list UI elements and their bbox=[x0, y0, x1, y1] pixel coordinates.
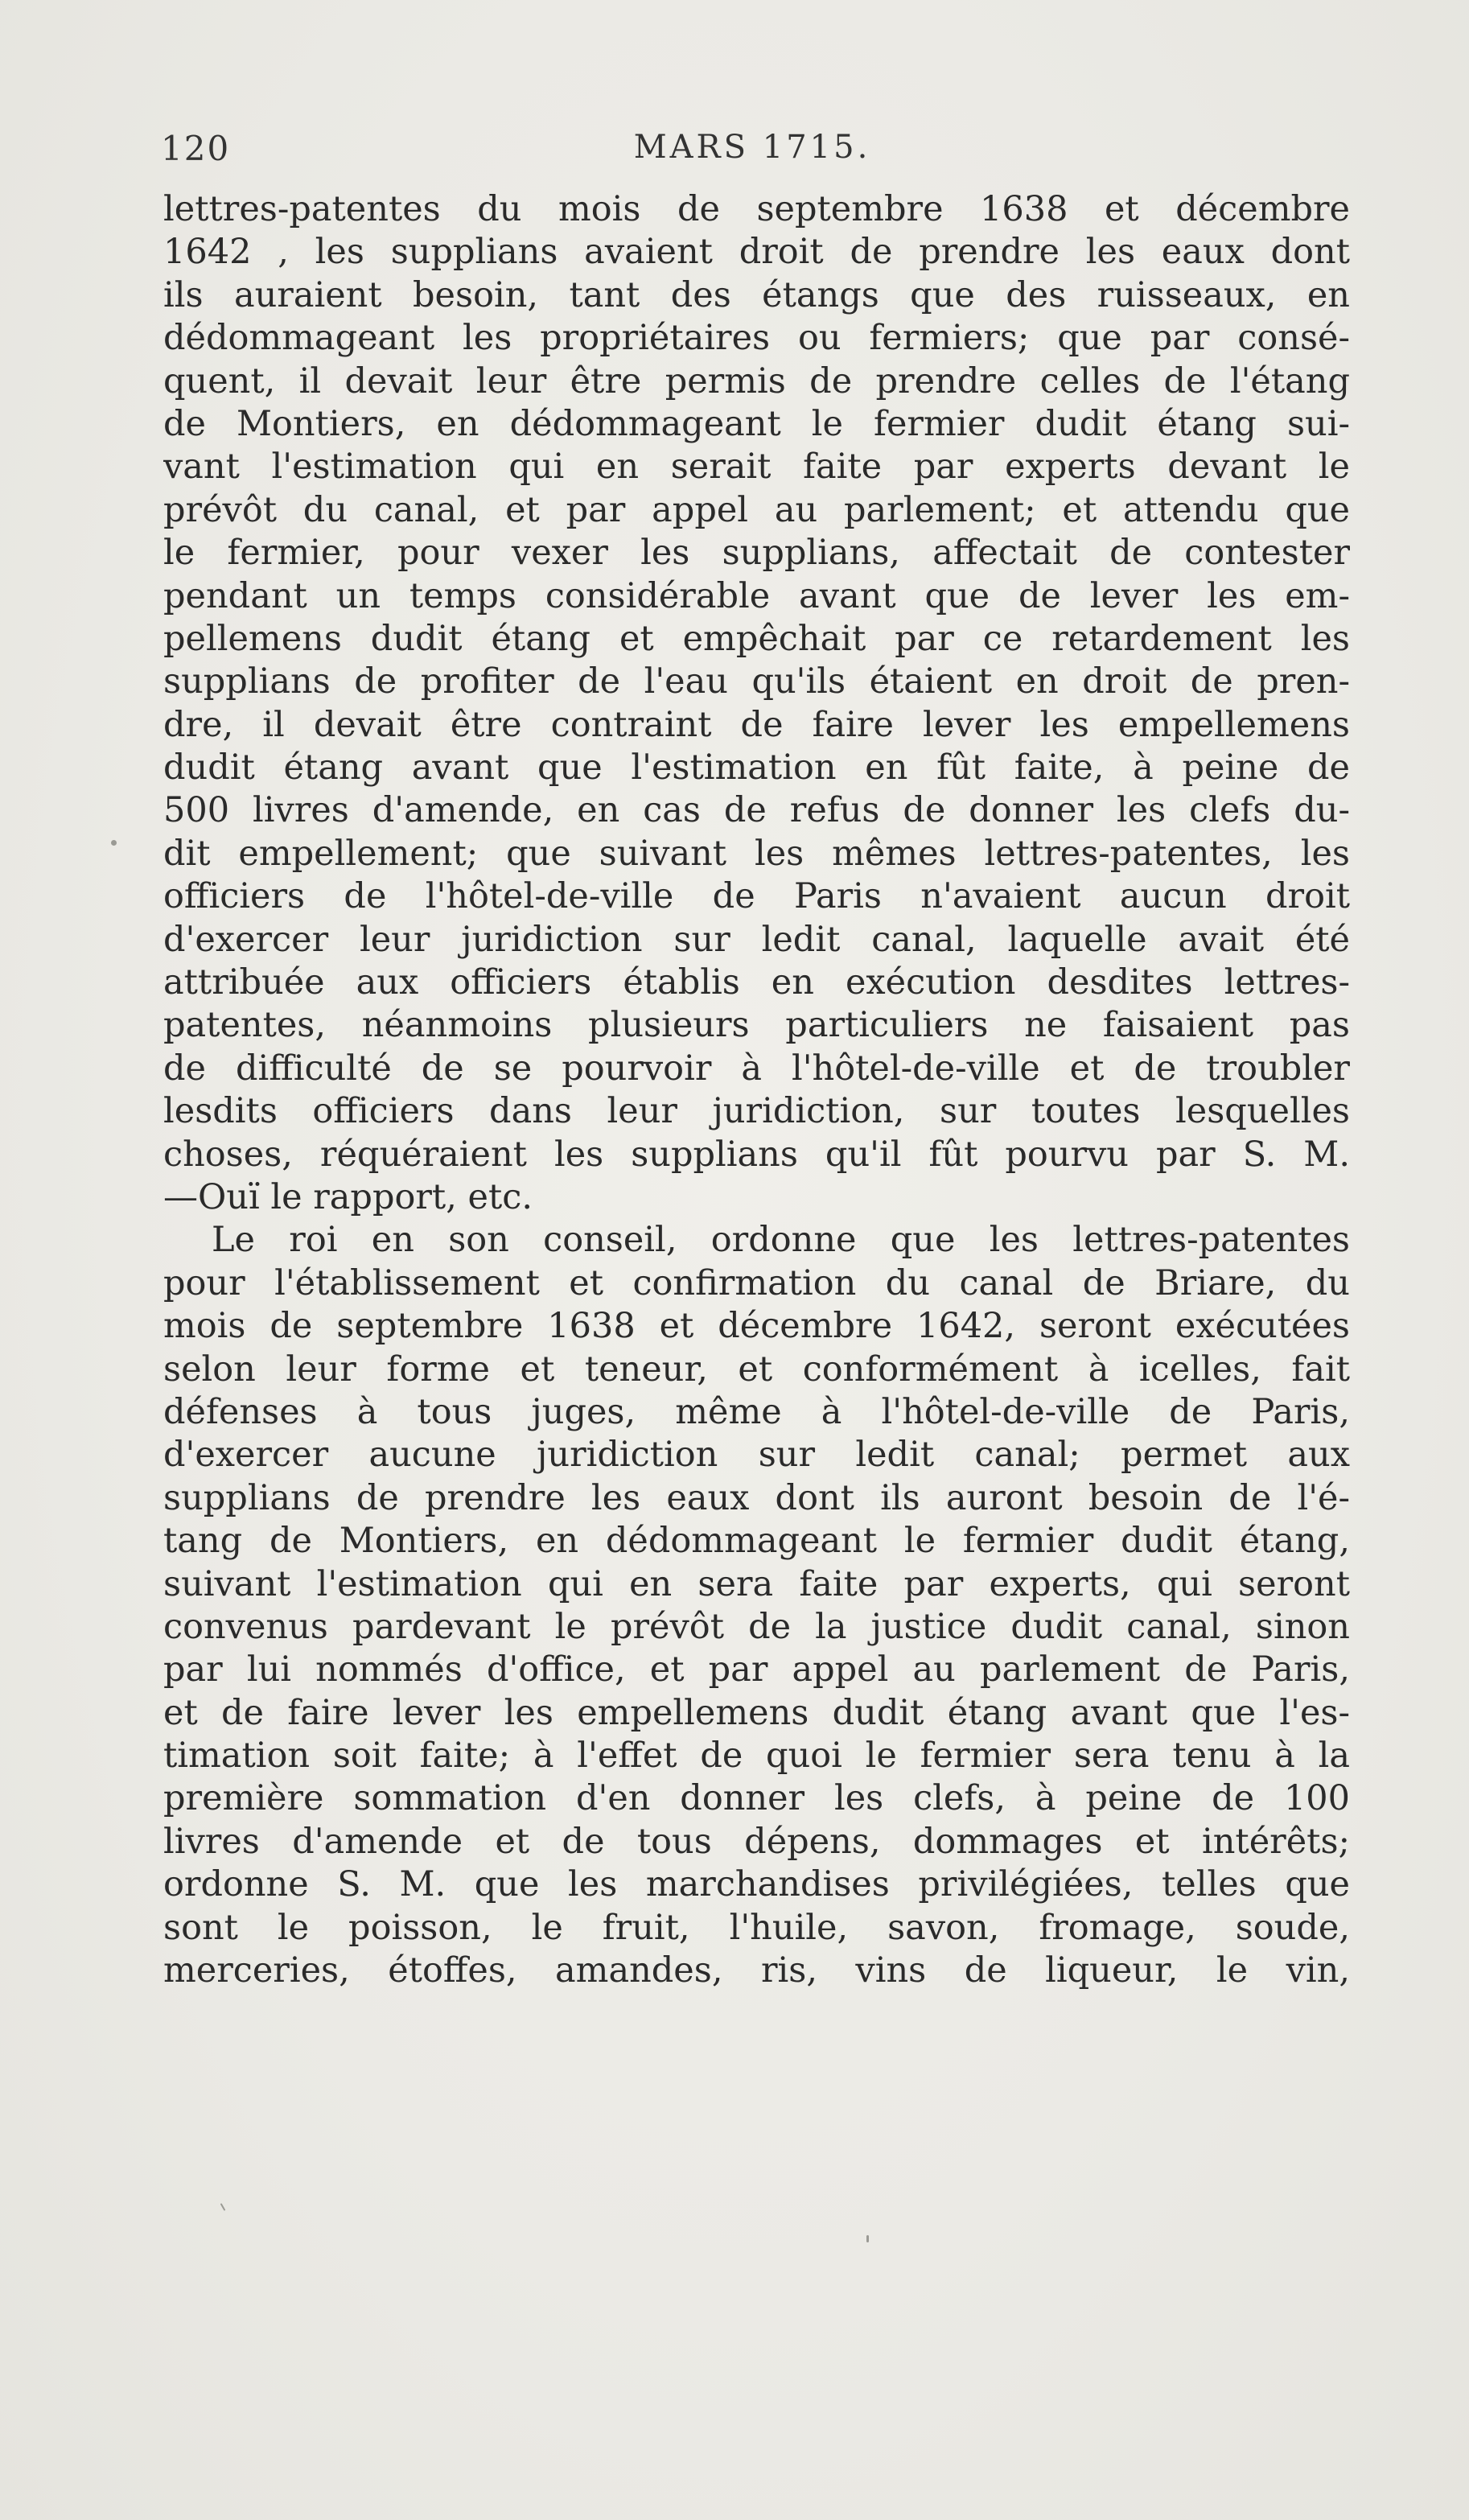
text-line: prévôt du canal, et par appel au parlement; et attendu que bbox=[163, 489, 1350, 530]
text-line: et de faire lever les empellemens dudit étang avant que l'es- bbox=[163, 1692, 1350, 1733]
text-line: dédommageant les propriétaires ou fermiers; que par consé- bbox=[163, 318, 1350, 359]
running-title: MARS 1715. bbox=[633, 129, 871, 166]
text-line: par lui nommés d'office, et par appel au parlement de Paris, bbox=[163, 1649, 1350, 1690]
body-text bbox=[163, 188, 1350, 1992]
text-line: de difficulté de se pourvoir à l'hôtel-de-ville et de troubler bbox=[163, 1048, 1350, 1089]
text-line: officiers de l'hôtel-de-ville de Paris n'avaient aucun droit bbox=[163, 876, 1350, 917]
text-line: dit empellement; que suivant les mêmes lettres-patentes, les bbox=[163, 833, 1350, 874]
text-line: pour l'établissement et confirmation du canal de Briare, du bbox=[163, 1262, 1350, 1303]
page-number: 120 bbox=[161, 129, 231, 168]
text-line: timation soit faite; à l'effet de quoi le fermier sera tenu à la bbox=[163, 1736, 1350, 1777]
text-line: dre, il devait être contraint de faire lever les empellemens bbox=[163, 704, 1350, 745]
paper-speck bbox=[866, 2235, 869, 2242]
paragraph bbox=[163, 1219, 1350, 1992]
text-line: pellemens dudit étang et empêchait par ce retardement les bbox=[163, 618, 1350, 659]
text-line: attribuée aux officiers établis en exécution desdites lettres- bbox=[163, 962, 1350, 1003]
text-line: convenus pardevant le prévôt de la justice dudit canal, sinon bbox=[163, 1606, 1350, 1647]
paragraph bbox=[163, 188, 1350, 1219]
text-line: 500 livres d'amende, en cas de refus de donner les clefs du- bbox=[163, 790, 1350, 831]
text-line: patentes, néanmoins plusieurs particuliers ne faisaient pas bbox=[163, 1005, 1350, 1046]
text-line: 1642 , les supplians avaient droit de prendre les eaux dont bbox=[163, 232, 1350, 273]
text-line: d'exercer aucune juridiction sur ledit canal; permet aux bbox=[163, 1435, 1350, 1476]
text-line: quent, il devait leur être permis de prendre celles de l'étang bbox=[163, 360, 1350, 401]
text-line: ils auraient besoin, tant des étangs que des ruisseaux, en bbox=[163, 274, 1350, 315]
text-line: sont le poisson, le fruit, l'huile, savon, fromage, soude, bbox=[163, 1907, 1350, 1948]
text-line: lettres-patentes du mois de septembre 1638 et décembre bbox=[163, 189, 1350, 229]
text-line: lesdits officiers dans leur juridiction, sur toutes lesquelles bbox=[163, 1091, 1350, 1132]
text-line: mois de septembre 1638 et décembre 1642, seront exécutées bbox=[163, 1306, 1350, 1347]
text-line: tang de Montiers, en dédommageant le fermier dudit étang, bbox=[163, 1521, 1350, 1562]
text-line: de Montiers, en dédommageant le fermier dudit étang sui- bbox=[163, 403, 1350, 444]
paper-speck bbox=[220, 2203, 226, 2211]
text-line: selon leur forme et teneur, et conformément à icelles, fait bbox=[163, 1349, 1350, 1390]
text-line: merceries, étoffes, amandes, ris, vins de liqueur, le vin, bbox=[163, 1950, 1350, 1991]
text-line: livres d'amende et de tous dépens, dommages et intérêts; bbox=[163, 1821, 1350, 1862]
text-line: Le roi en son conseil, ordonne que les lettres-patentes bbox=[212, 1220, 1350, 1261]
paper-speck bbox=[111, 840, 117, 846]
text-line: dudit étang avant que l'estimation en fût faite, à peine de bbox=[163, 747, 1350, 789]
text-line: le fermier, pour vexer les supplians, affectait de contester bbox=[163, 533, 1350, 574]
text-line: choses, réquéraient les supplians qu'il fût pourvu par S. M. bbox=[163, 1134, 1350, 1175]
text-line: première sommation d'en donner les clefs, à peine de 100 bbox=[163, 1778, 1350, 1819]
running-head bbox=[161, 129, 1343, 177]
text-line: —Ouï le rapport, etc. bbox=[163, 1176, 533, 1217]
text-line: supplians de profiter de l'eau qu'ils étaient en droit de pren- bbox=[163, 661, 1350, 702]
text-line: vant l'estimation qui en serait faite par experts devant le bbox=[163, 447, 1350, 488]
text-line: pendant un temps considérable avant que de lever les em- bbox=[163, 575, 1350, 616]
text-line: supplians de prendre les eaux dont ils auront besoin de l'é- bbox=[163, 1477, 1350, 1518]
text-line: ordonne S. M. que les marchandises privilégiées, telles que bbox=[163, 1864, 1350, 1905]
text-line: défenses à tous juges, même à l'hôtel-de-ville de Paris, bbox=[163, 1391, 1350, 1432]
text-line: suivant l'estimation qui en sera faite par experts, qui seront bbox=[163, 1563, 1350, 1604]
text-line: d'exercer leur juridiction sur ledit canal, laquelle avait été bbox=[163, 919, 1350, 960]
